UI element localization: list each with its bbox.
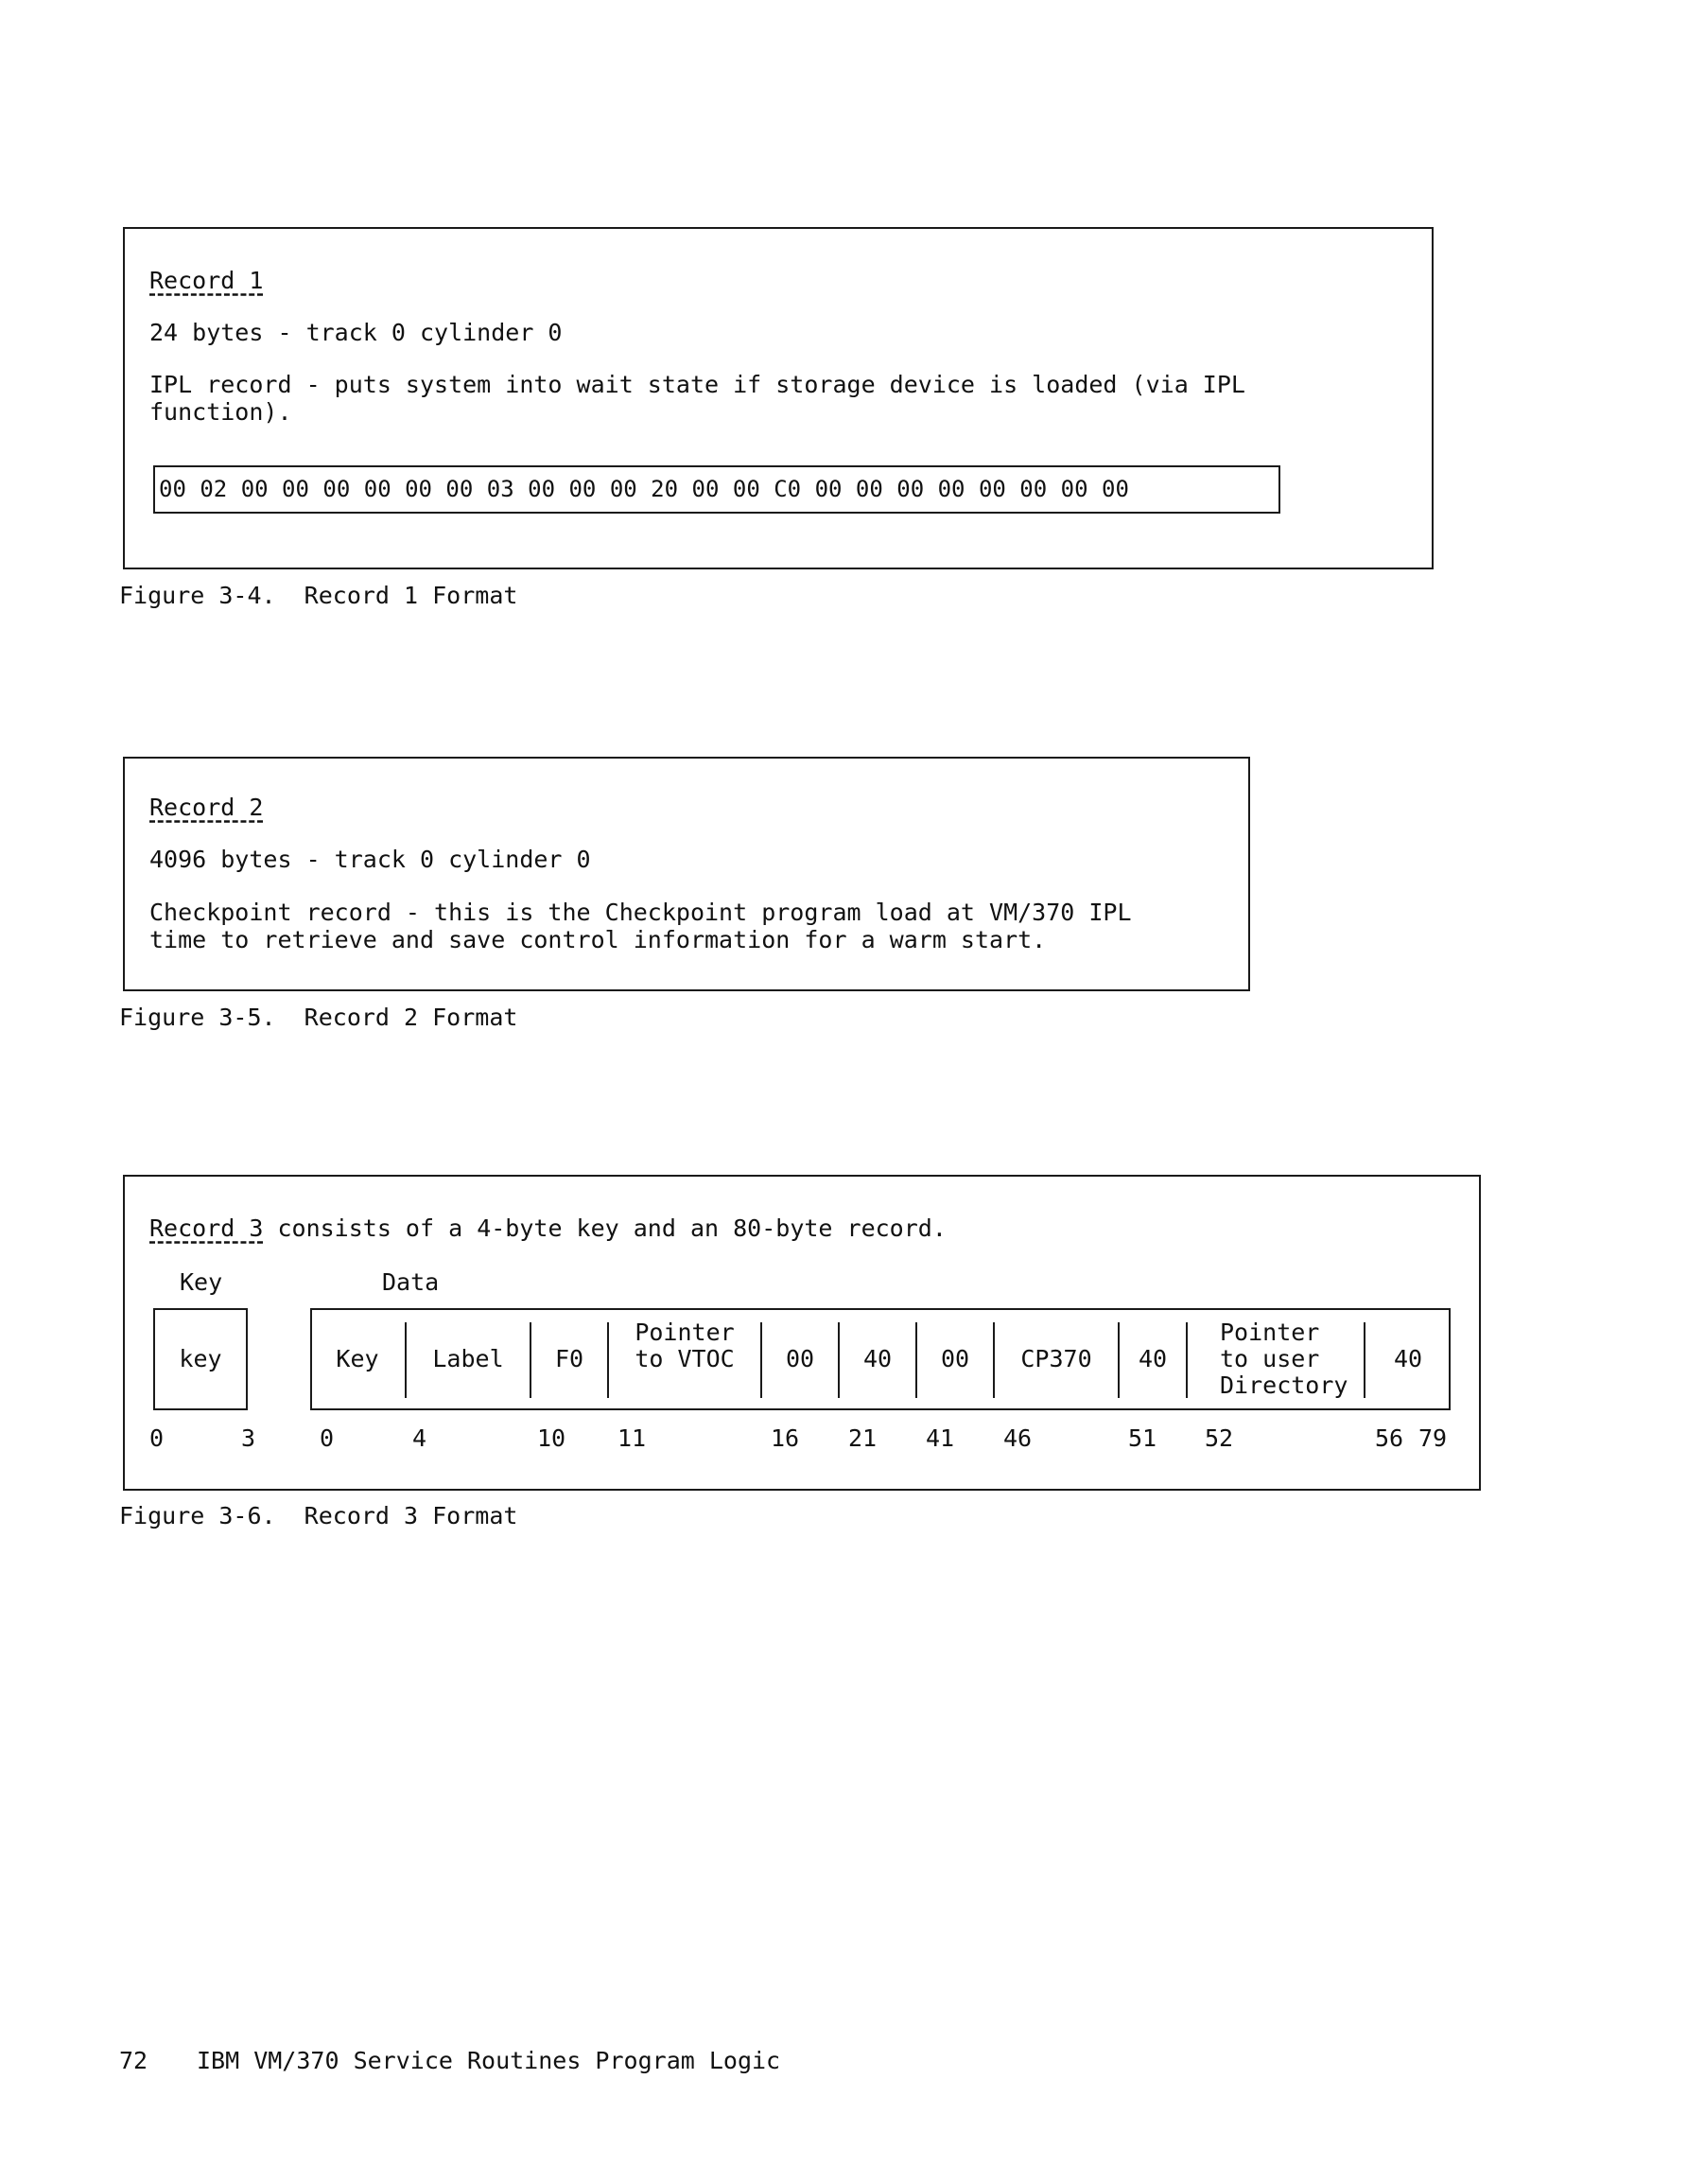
record2-heading: Record 2 [149,794,264,821]
page-number: 72 [119,2047,148,2074]
data-field-40-b: 40 [1138,1345,1168,1372]
record1-hex-bytes: 00 02 00 00 00 00 00 00 03 00 00 00 20 00 00 C0 00 00 00 00 00 00 00 00 [159,476,1129,502]
data-offset: 4 [412,1424,427,1452]
data-field-40-a: 40 [862,1345,893,1372]
record1-heading: Record 1 [149,267,264,294]
record2-frame [123,757,1250,991]
record1-desc-line2: function). [149,398,292,426]
data-field-00-b: 00 [940,1345,970,1372]
data-offset: 10 [537,1424,566,1452]
data-offset: 11 [617,1424,647,1452]
record2-desc-line1: Checkpoint record - this is the Checkpoint program load at VM/370 IPL [149,899,1132,926]
record1-frame [123,227,1434,569]
data-section-title: Data [382,1268,440,1296]
data-field-label: Label [432,1345,504,1372]
data-field-directory-pointer-l2: to user [1220,1345,1320,1372]
record2-size-line: 4096 bytes - track 0 cylinder 0 [149,846,591,873]
data-field-40-c: 40 [1393,1345,1423,1372]
data-field-directory-pointer-l1: Pointer [1220,1319,1320,1346]
data-offset: 52 [1205,1424,1234,1452]
data-field-key: Key [336,1345,379,1372]
record1-size-line: 24 bytes - track 0 cylinder 0 [149,319,563,346]
key-offset-end: 3 [241,1424,256,1452]
data-field-vtoc-pointer-l1: Pointer [635,1319,735,1346]
figure-3-5-caption: Figure 3-5. Record 2 Format [119,1004,518,1031]
key-section-title: Key [180,1268,223,1296]
record3-heading-line [149,1216,947,1240]
data-field-00-a: 00 [785,1345,815,1372]
data-offset: 41 [926,1424,955,1452]
record3-heading-rest: consists of a 4-byte key and an 80-byte record. [263,1214,947,1242]
field-divider [1186,1322,1188,1398]
data-field-cp370: CP370 [1020,1345,1092,1372]
figure-3-4-caption: Figure 3-4. Record 1 Format [119,582,518,609]
data-offset: 0 [320,1424,335,1452]
figure-3-6-caption: Figure 3-6. Record 3 Format [119,1502,518,1529]
data-offset: 16 [771,1424,800,1452]
data-field-f0: F0 [554,1345,584,1372]
data-offset: 79 [1418,1424,1448,1452]
record3-heading: Record 3 [149,1214,264,1242]
footer-title: IBM VM/370 Service Routines Program Logic [197,2047,781,2074]
data-offset: 21 [848,1424,878,1452]
data-field-directory-pointer-l3: Directory [1220,1372,1348,1399]
data-offset: 51 [1128,1424,1157,1452]
key-field-label: key [179,1345,222,1372]
key-offset-start: 0 [149,1424,165,1452]
record2-desc-line2: time to retrieve and save control information for a warm start. [149,926,1047,953]
data-field-vtoc-pointer-l2: to VTOC [635,1345,735,1372]
data-offset: 46 [1003,1424,1033,1452]
data-offset: 56 [1375,1424,1404,1452]
record1-desc-line1: IPL record - puts system into wait state if storage device is loaded (via IPL [149,371,1245,398]
